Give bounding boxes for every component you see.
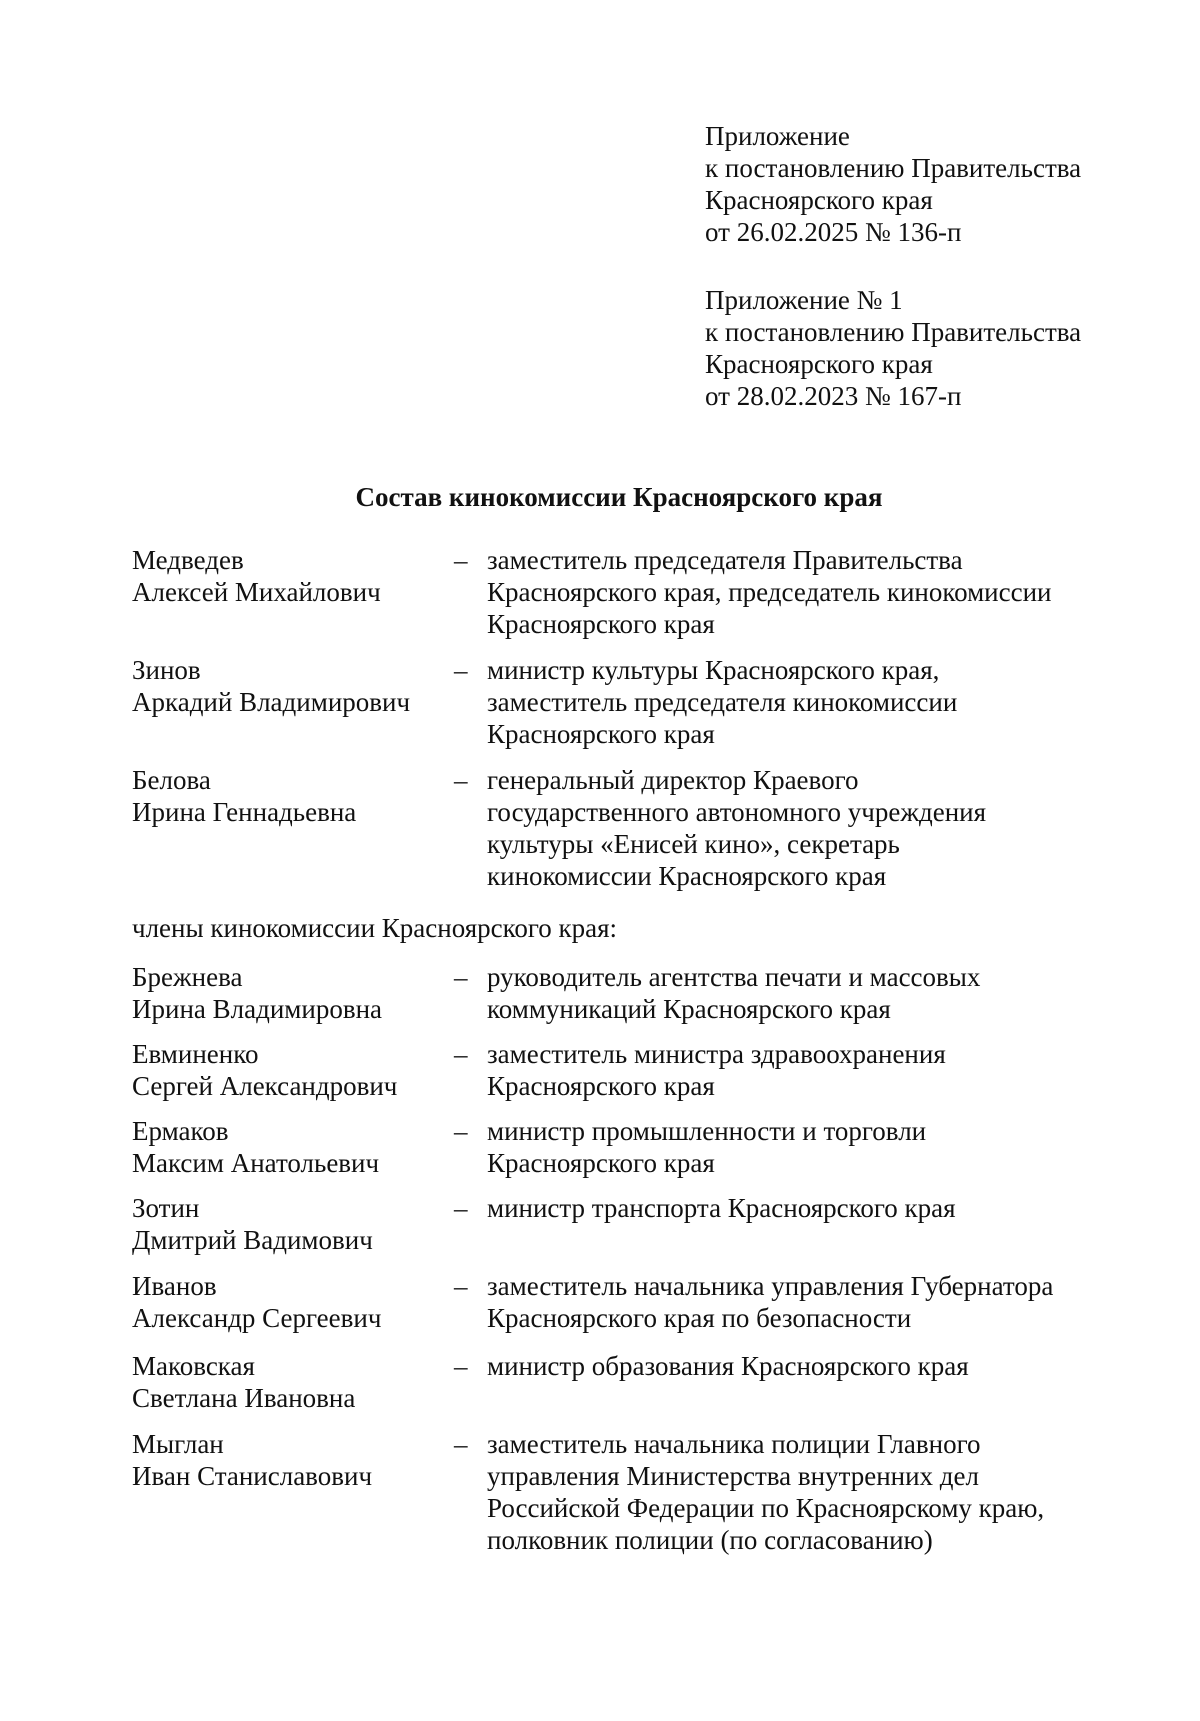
person-surname: Иванов <box>132 1271 217 1301</box>
role-line: министр культуры Красноярского края, <box>487 655 940 685</box>
dash-separator: – <box>454 1039 468 1069</box>
dash-separator: – <box>454 545 468 575</box>
role-line: культуры «Енисей кино», секретарь <box>487 829 900 859</box>
annex-line: Приложение <box>705 121 850 151</box>
person-name <box>132 1115 452 1179</box>
annex-line: к постановлению Правительства <box>705 317 1082 347</box>
person-given-name: Алексей Михайлович <box>132 577 381 607</box>
person-given-name: Дмитрий Вадимович <box>132 1225 373 1255</box>
annex-header-original <box>705 284 1175 412</box>
person-role <box>487 1038 1137 1102</box>
person-name <box>132 544 452 608</box>
person-name <box>132 961 452 1025</box>
annex-line: к постановлению Правительства <box>705 153 1082 183</box>
dash-separator: – <box>454 765 468 795</box>
role-line: заместитель председателя Правительства <box>487 545 963 575</box>
person-name <box>132 764 452 828</box>
role-line: заместитель председателя кинокомиссии <box>487 687 958 717</box>
annex-line: Красноярского края <box>705 185 933 215</box>
person-surname: Медведев <box>132 545 244 575</box>
person-name <box>132 1192 452 1256</box>
role-line: заместитель начальника полиции Главного <box>487 1429 981 1459</box>
person-name <box>132 654 452 718</box>
person-surname: Евминенко <box>132 1039 259 1069</box>
annex-line: Красноярского края <box>705 349 933 379</box>
dash-separator: – <box>454 1193 468 1223</box>
role-line: полковник полиции (по согласованию) <box>487 1525 933 1555</box>
dash-separator: – <box>454 1429 468 1459</box>
role-line: Красноярского края по безопасности <box>487 1303 912 1333</box>
person-name <box>132 1270 452 1334</box>
dash-separator: – <box>454 1271 468 1301</box>
person-role <box>487 961 1137 1025</box>
person-role <box>487 764 1137 892</box>
person-name <box>132 1350 452 1414</box>
person-given-name: Ирина Владимировна <box>132 994 383 1024</box>
dash-separator: – <box>454 1351 468 1381</box>
annex-header-current <box>705 120 1175 248</box>
person-surname: Зотин <box>132 1193 200 1223</box>
role-line: заместитель начальника управления Губернатора <box>487 1271 1054 1301</box>
person-role <box>487 1270 1137 1334</box>
role-line: генеральный директор Краевого <box>487 765 859 795</box>
role-line: министр образования Красноярского края <box>487 1351 969 1381</box>
role-line: государственного автономного учреждения <box>487 797 987 827</box>
person-given-name: Иван Станиславович <box>132 1461 373 1491</box>
person-surname: Зинов <box>132 655 201 685</box>
role-line: кинокомиссии Красноярского края <box>487 861 887 891</box>
role-line: коммуникаций Красноярского края <box>487 994 891 1024</box>
annex-line: Приложение № 1 <box>705 285 903 315</box>
annex-line: от 28.02.2023 № 167-п <box>705 381 962 411</box>
role-line: Российской Федерации по Красноярскому краю, <box>487 1493 1045 1523</box>
person-role <box>487 544 1137 640</box>
person-name <box>132 1428 452 1492</box>
person-given-name: Александр Сергеевич <box>132 1303 382 1333</box>
person-surname: Маковская <box>132 1351 255 1381</box>
person-given-name: Светлана Ивановна <box>132 1383 356 1413</box>
person-role <box>487 654 1137 750</box>
role-line: заместитель министра здравоохранения <box>487 1039 946 1069</box>
person-given-name: Ирина Геннадьевна <box>132 797 357 827</box>
person-surname: Мыглан <box>132 1429 224 1459</box>
dash-separator: – <box>454 962 468 992</box>
annex-line: от 26.02.2025 № 136-п <box>705 217 962 247</box>
role-line: руководитель агентства печати и массовых <box>487 962 981 992</box>
person-surname: Белова <box>132 765 211 795</box>
person-given-name: Аркадий Владимирович <box>132 687 411 717</box>
dash-separator: – <box>454 1116 468 1146</box>
person-role <box>487 1428 1137 1556</box>
person-role <box>487 1350 1137 1382</box>
role-line: Красноярского края <box>487 1071 715 1101</box>
role-line: Красноярского края <box>487 609 715 639</box>
role-line: Красноярского края <box>487 1148 715 1178</box>
person-surname: Брежнева <box>132 962 243 992</box>
dash-separator: – <box>454 655 468 685</box>
person-surname: Ермаков <box>132 1116 229 1146</box>
person-name <box>132 1038 452 1102</box>
role-line: министр промышленности и торговли <box>487 1116 927 1146</box>
role-line: управления Министерства внутренних дел <box>487 1461 979 1491</box>
members-heading: члены кинокомиссии Красноярского края: <box>132 913 618 943</box>
role-line: Красноярского края <box>487 719 715 749</box>
role-line: Красноярского края, председатель кинокомиссии <box>487 577 1052 607</box>
person-role <box>487 1115 1137 1179</box>
role-line: министр транспорта Красноярского края <box>487 1193 956 1223</box>
person-given-name: Сергей Александрович <box>132 1071 398 1101</box>
document-title: Состав кинокомиссии Красноярского края <box>355 482 883 512</box>
person-given-name: Максим Анатольевич <box>132 1148 380 1178</box>
person-role <box>487 1192 1137 1224</box>
